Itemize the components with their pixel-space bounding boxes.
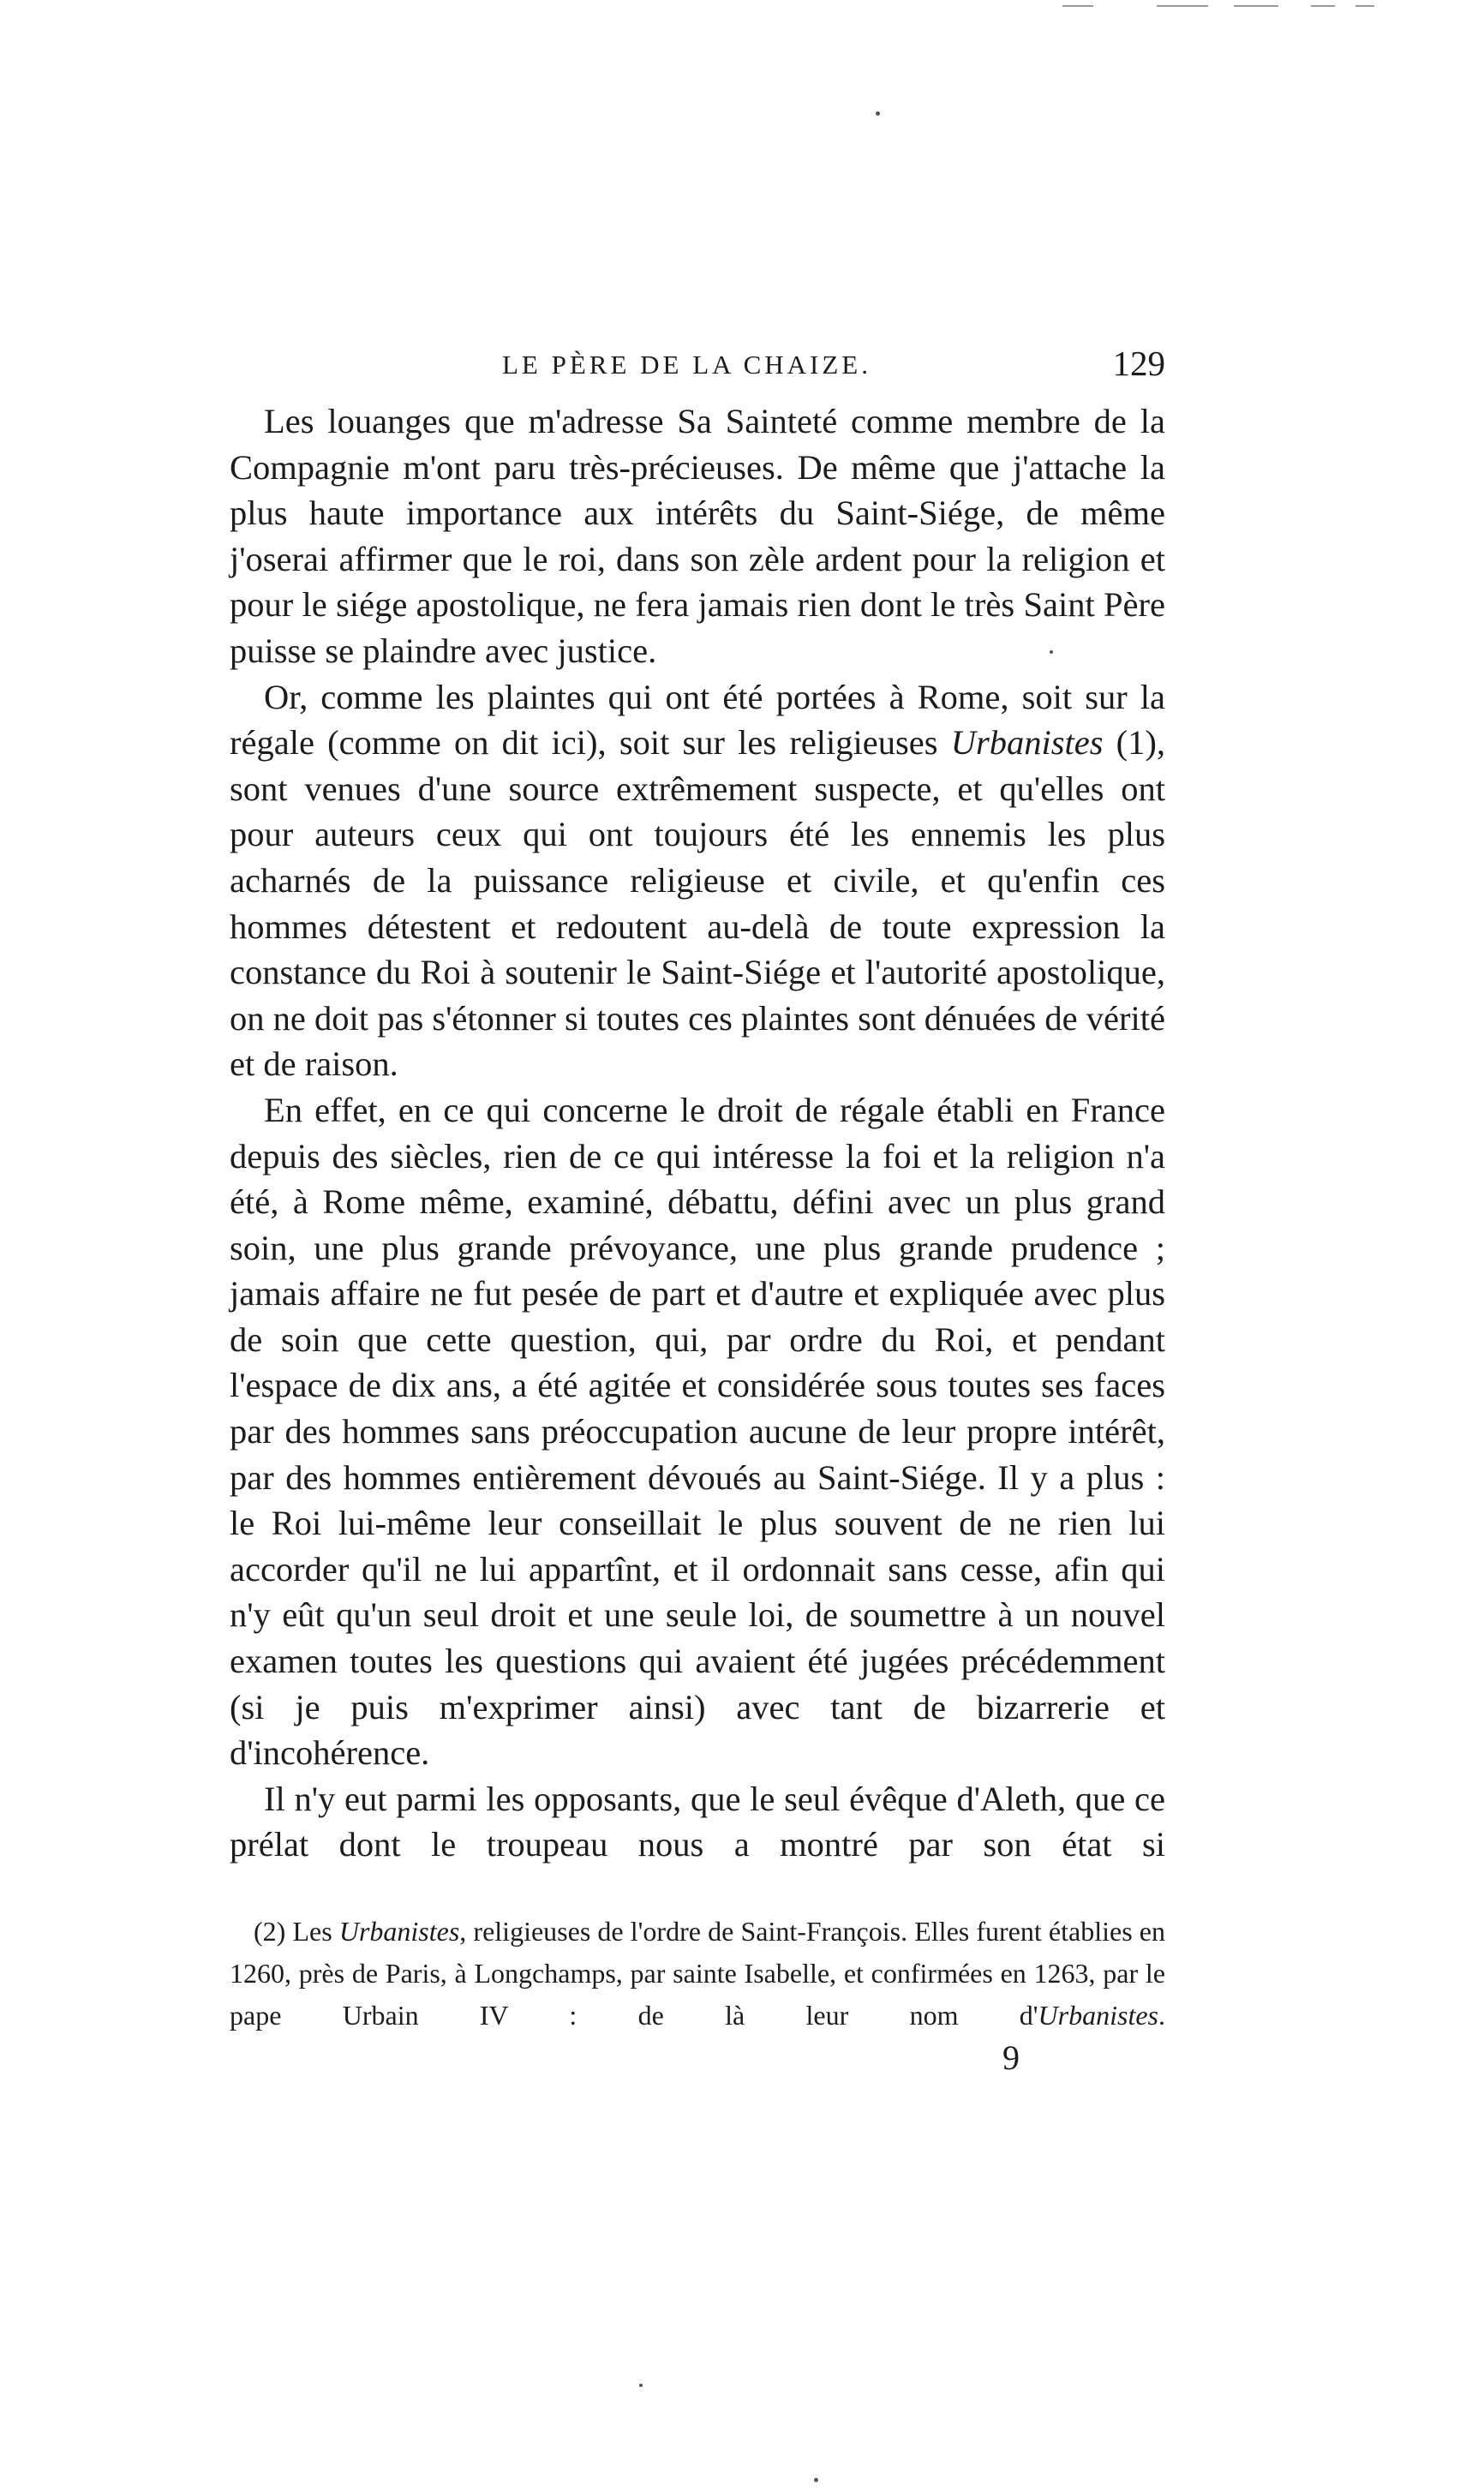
ink-speck [876, 111, 880, 116]
footnote-body: , religieuses de l'ordre de Saint-François. Elles furent établies en 1260, près de Paris, à Longchamps, par sainte Isabelle, et confirmées en 1263, par le pape Urbain IV : de là leur nom d' [230, 1916, 1166, 2031]
paragraph [230, 1087, 1165, 1776]
paragraph [230, 674, 1165, 1087]
signature-mark: 9 [1002, 2038, 1020, 2077]
ink-speck [814, 2478, 818, 2482]
paragraph-text: Les louanges que m'adresse Sa Sainteté comme membre de la Compagnie m'ont paru très-précieuses. De même que j'attache la plus haute importance aux intérêts du Saint-Siége, de même j'oserai affirmer que le roi, dans son zèle ardent pour la religion et pour le siége apostolique, ne fera jamais rien dont le très Saint Père puisse se plaindre avec justice. [230, 402, 1165, 670]
running-title: LE PÈRE DE LA CHAIZE. [502, 350, 871, 380]
paragraph-text: En effet, en ce qui concerne le droit de régale établi en France depuis des siècles, rien de ce qui intéresse la foi et la religion n'a été, à Rome même, examiné, débattu, défini avec un plus grand soin, une plus grande prévoyance, une plus grande prudence ; jamais affaire ne fut pesée de part et d'autre et expliquée avec plus de soin que cette question, qui, par ordre du Roi, et pendant l'espace de dix ans, a été agitée et considérée sous toutes ses faces par des hommes sans préoccupation aucune de leur propre intérêt, par des hommes entièrement dévoués au Saint-Siége. Il y a plus : le Roi lui-même leur conseillait le plus souvent de ne rien lui accorder qu'il ne lui appartînt, et il ordonnait sans cesse, afin qui n'y eût qu'un seul droit et une seule loi, de soumettre à un nouvel examen toutes les questions qui avaient été jugées précédemment (si je puis m'exprimer ainsi) avec tant de bizarrerie et d'incohérence. [230, 1090, 1165, 1773]
running-header [230, 343, 1165, 394]
paragraph-text: Or, comme les plaintes qui ont été portées à Rome, soit sur la régale (comme on dit ici), soit sur les religieuses [230, 677, 1165, 763]
top-edge-rule [1234, 5, 1278, 7]
italic-term: Urbanistes [950, 723, 1104, 763]
footnote-end: . [1158, 2000, 1165, 2031]
top-edge-rule [1062, 5, 1093, 7]
paragraph-text: Il n'y eut parmi les opposants, que le seul évêque d'Aleth, que ce prélat dont le troupeau nous a montré par son état si [230, 1779, 1165, 1864]
italic-term: Urbanistes [338, 1916, 460, 1947]
top-edge-rule [1355, 5, 1374, 7]
body-text [230, 398, 1165, 1868]
paragraph [230, 398, 1165, 674]
footnote [230, 1911, 1165, 2037]
paragraph [230, 1776, 1165, 1868]
page-number: 129 [1112, 344, 1165, 383]
footnote-text [230, 1911, 1165, 2037]
paragraph-text: (1), sont venues d'une source extrêmement suspecte, et qu'elles ont pour auteurs ceux qui ont toujours été les ennemis les plus acharnés de la puissance religieuse et civile, et qu'enfin ces hommes détestent et redoutent au-delà de toute expression la constance du Roi à soutenir le Saint-Siége et l'autorité apostolique, on ne doit pas s'étonner si toutes ces plaintes sont dénuées de vérité et de raison. [230, 723, 1165, 1084]
ink-speck [639, 2384, 643, 2387]
top-edge-rule [1157, 5, 1208, 7]
footnote-marker: (2) Les [254, 1916, 339, 1947]
top-edge-rule [1311, 5, 1335, 7]
italic-term: Urbanistes [1038, 2000, 1158, 2031]
